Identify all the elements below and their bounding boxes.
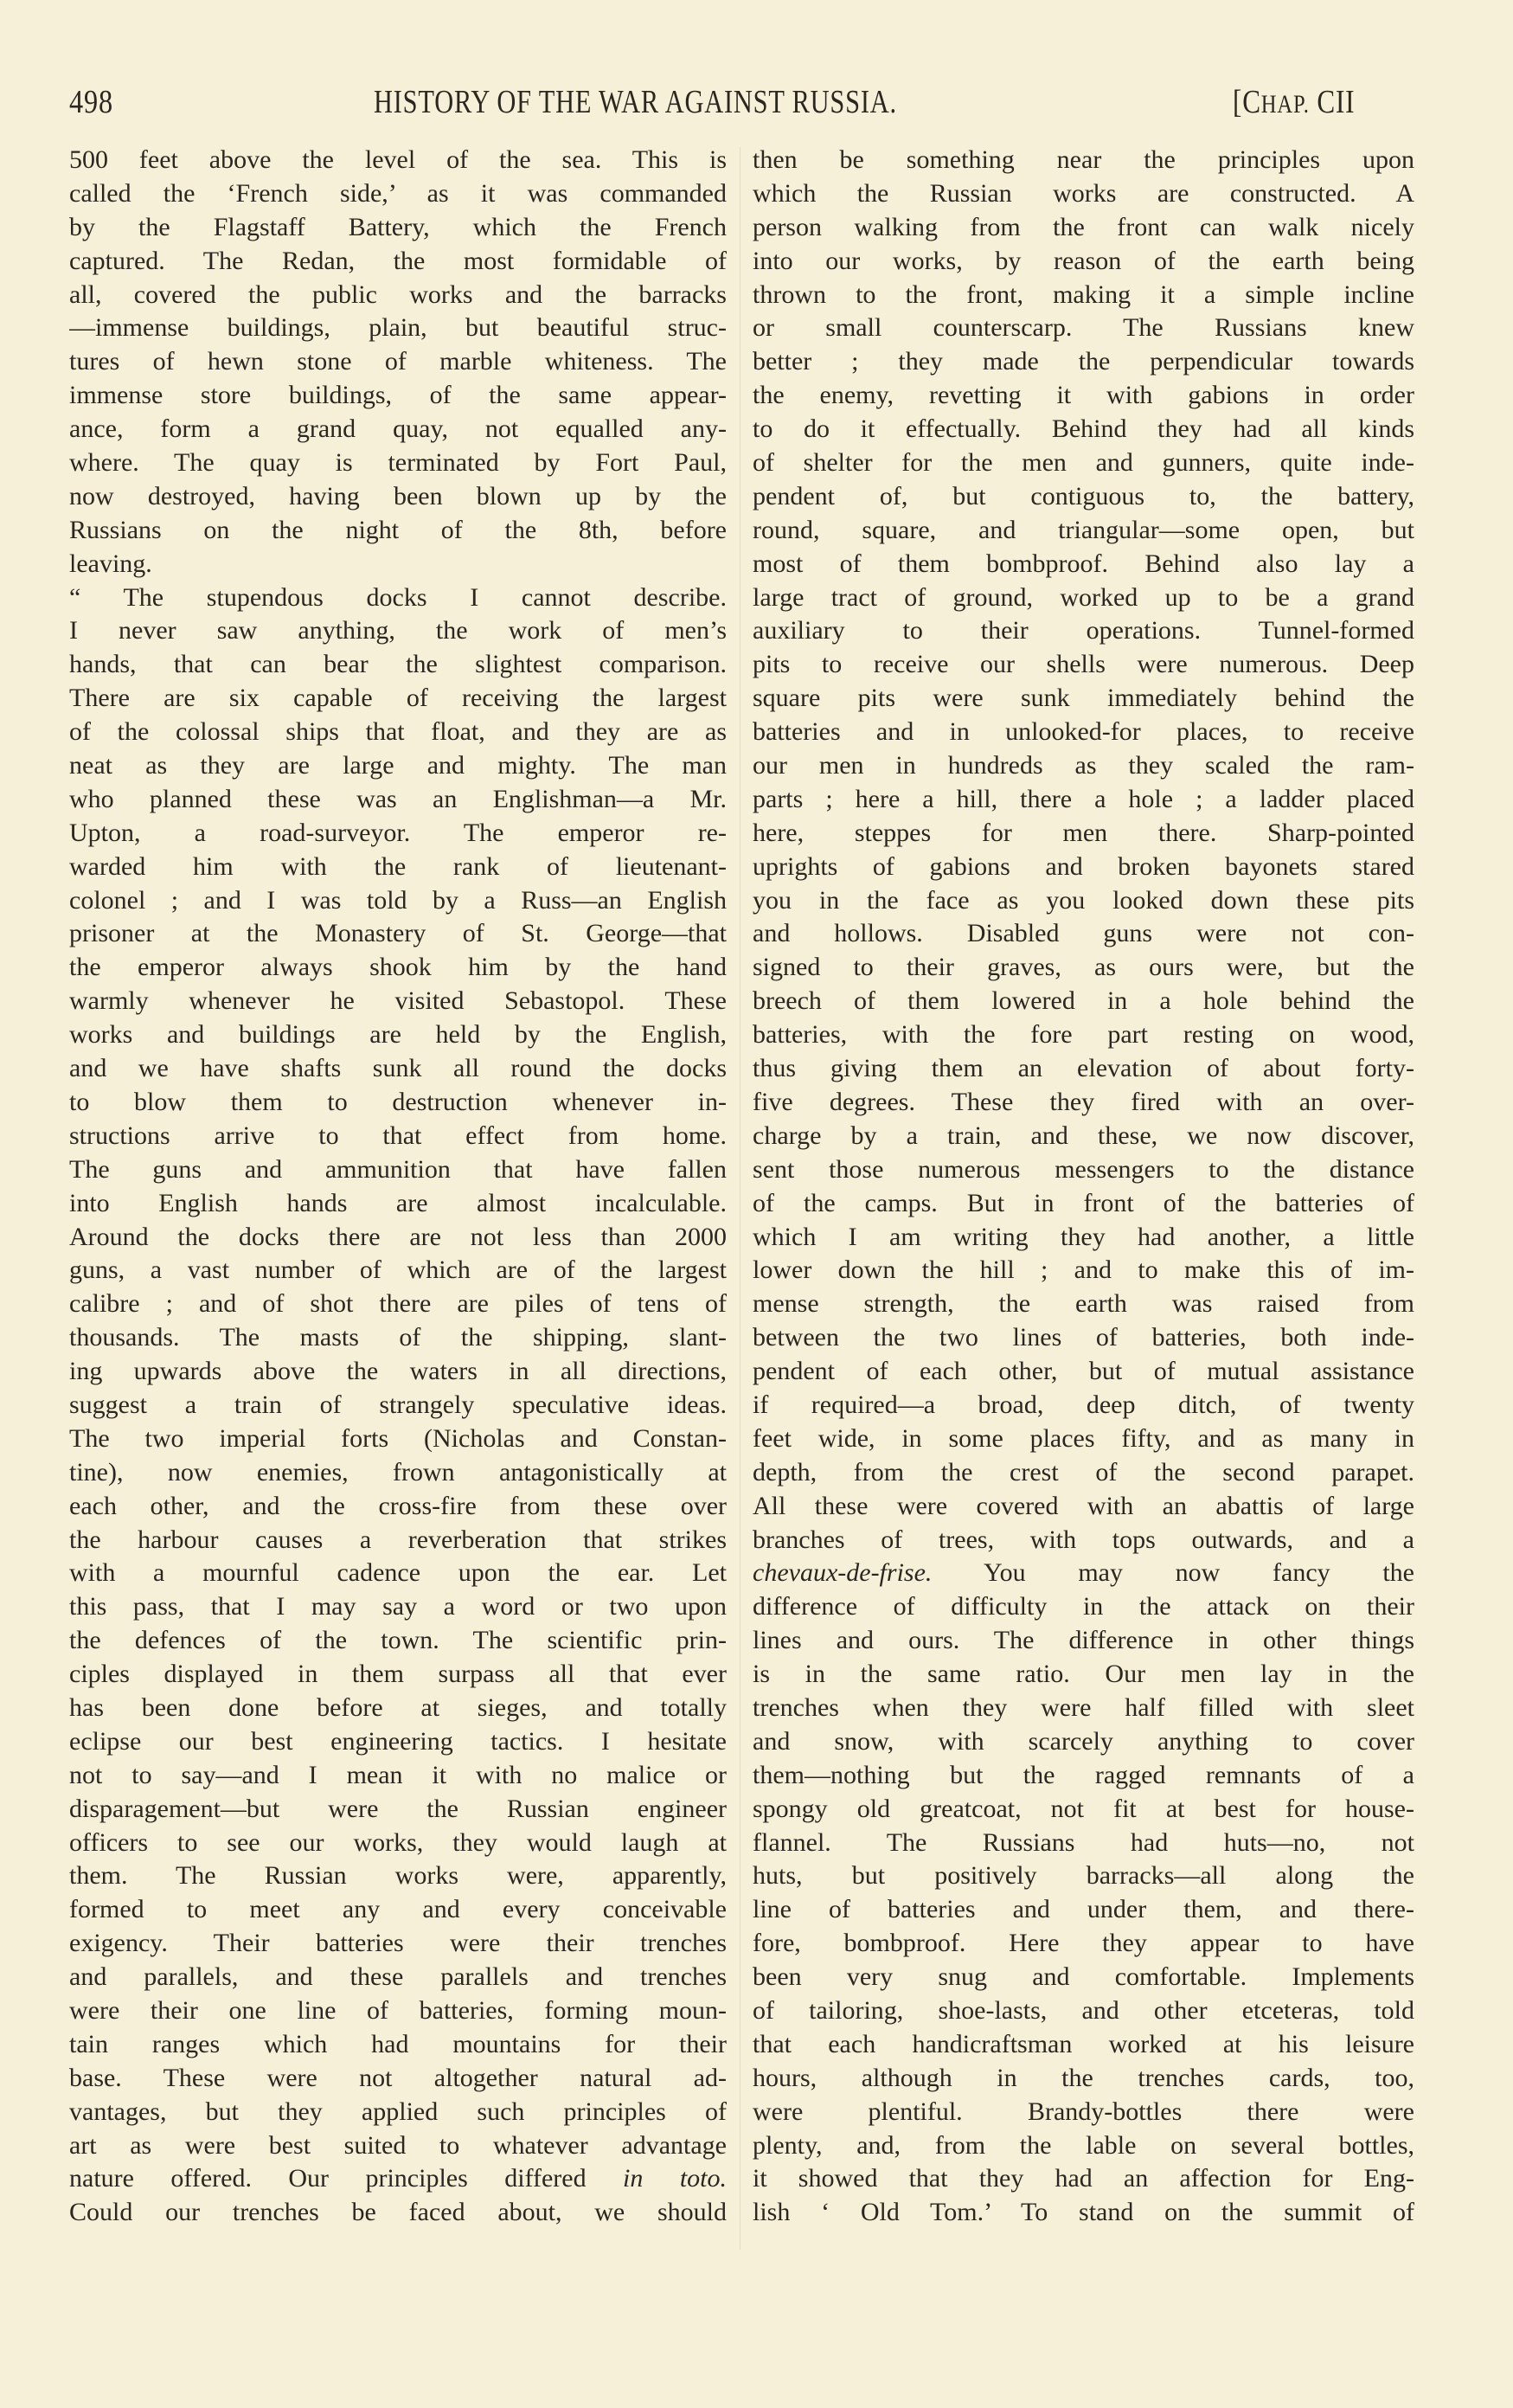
text-line: which I am writing they had another, a little	[753, 1222, 1414, 1251]
right-column	[753, 144, 1414, 2230]
text-line: Around the docks there are not less than 2000	[69, 1222, 727, 1251]
page-number: 498	[69, 84, 113, 120]
text-line: warded him with the rank of lieutenant-	[69, 851, 727, 881]
text-line: this pass, that I may say a word or two upon	[69, 1592, 727, 1621]
text-line: signed to their graves, as ours were, but the	[753, 953, 1414, 982]
text-line: batteries, with the fore part resting on wood,	[753, 1020, 1414, 1050]
text-line: most of them bombproof. Behind also lay a	[753, 549, 1414, 578]
text-line: now destroyed, having been blown up by the	[69, 481, 727, 510]
text-line: branches of trees, with tops outwards, and a	[753, 1525, 1414, 1554]
text-line: huts, but positively barracks—all along the	[753, 1861, 1414, 1891]
text-line: Upton, a road-surveyor. The emperor re-	[69, 818, 727, 847]
text-line: mense strength, the earth was raised from	[753, 1289, 1414, 1319]
text-line: officers to see our works, they would laugh at	[69, 1827, 727, 1857]
text-line: difference of difficulty in the attack on their	[753, 1592, 1414, 1621]
text-line: has been done before at sieges, and totally	[69, 1692, 727, 1722]
text-line: here, steppes for men there. Sharp-pointed	[753, 818, 1414, 847]
text-line: lines and ours. The difference in other things	[753, 1626, 1414, 1655]
text-line: called the ‘French side,’ as it was commanded	[69, 178, 727, 208]
text-line: hours, although in the trenches cards, too,	[753, 2063, 1414, 2092]
text-line: into English hands are almost incalculable.	[69, 1188, 727, 1217]
text-line: is in the same ratio. Our men lay in the	[753, 1660, 1414, 1689]
chapter-bracket: [C	[1233, 84, 1261, 120]
text-line: guns, a vast number of which are of the largest	[69, 1255, 727, 1285]
text-line: not to say—and I mean it with no malice or	[69, 1760, 727, 1789]
text-line: and we have shafts sunk all round the docks	[69, 1054, 727, 1083]
text-line: prisoner at the Monastery of St. George—that	[69, 919, 727, 948]
text-line: and parallels, and these parallels and trenches	[69, 1962, 727, 1992]
text-line: that each handicraftsman worked at his leisure	[753, 2029, 1414, 2058]
text-line: feet wide, in some places fifty, and as many in	[753, 1423, 1414, 1453]
line-text: nature offered. Our principles differed	[69, 2164, 624, 2193]
text-line: captured. The Redan, the most formidable of	[69, 246, 727, 275]
text-line: calibre ; and of shot there are piles of tens of	[69, 1289, 727, 1319]
text-line: to blow them to destruction whenever in-	[69, 1087, 727, 1116]
italic-text: in toto.	[623, 2164, 727, 2193]
text-line: and snow, with scarcely anything to cover	[753, 1726, 1414, 1756]
text-line: trenches when they were half filled with sleet	[753, 1692, 1414, 1722]
text-line: ance, form a grand quay, not equalled any-	[69, 414, 727, 444]
text-line: them—nothing but the ragged remnants of a	[753, 1760, 1414, 1789]
text-line: to do it effectually. Behind they had all kinds	[753, 414, 1414, 444]
text-line: who planned these was an Englishman—a Mr.	[69, 784, 727, 813]
text-line: ing upwards above the waters in all directions,	[69, 1357, 727, 1386]
text-line: lish ‘ Old Tom.’ To stand on the summit of	[753, 2198, 1414, 2227]
text-line: of the colossal ships that float, and they are as	[69, 717, 727, 747]
text-line: of shelter for the men and gunners, quite inde-	[753, 448, 1414, 478]
text-line: hands, that can bear the slightest comparison.	[69, 650, 727, 679]
text-line: were plentiful. Brandy-bottles there were	[753, 2097, 1414, 2126]
italic-text: chevaux-de-frise.	[753, 1558, 933, 1588]
text-line: Russians on the night of the 8th, before	[69, 515, 727, 544]
text-line	[753, 1557, 1414, 1590]
text-line: then be something near the principles upon	[753, 145, 1414, 174]
text-line: works and buildings are held by the English,	[69, 1020, 727, 1050]
text-line: charge by a train, and these, we now discover,	[753, 1121, 1414, 1150]
text-line: thousands. The masts of the shipping, slant-	[69, 1323, 727, 1352]
text-line: the emperor always shook him by the hand	[69, 953, 727, 982]
text-line: pendent of, but contiguous to, the battery,	[753, 481, 1414, 510]
text-line: The guns and ammunition that have fallen	[69, 1154, 727, 1184]
text-line: spongy old greatcoat, not fit at best for house-	[753, 1794, 1414, 1823]
text-line: the defences of the town. The scientific prin-	[69, 1626, 727, 1655]
text-line: warmly whenever he visited Sebastopol. These	[69, 986, 727, 1016]
text-line: breech of them lowered in a hole behind the	[753, 986, 1414, 1016]
text-line: colonel ; and I was told by a Russ—an English	[69, 885, 727, 915]
text-line: which the Russian works are constructed. A	[753, 178, 1414, 208]
left-column	[69, 144, 727, 2230]
text-line: the harbour causes a reverberation that strikes	[69, 1525, 727, 1554]
text-line: neat as they are large and mighty. The man	[69, 751, 727, 780]
text-line: batteries and in unlooked-for places, to receive	[753, 717, 1414, 747]
text-line: fore, bombproof. Here they appear to have	[753, 1929, 1414, 1958]
text-line: lower down the hill ; and to make this of im-	[753, 1255, 1414, 1285]
text-line: with a mournful cadence upon the ear. Let	[69, 1558, 727, 1588]
text-line: thus giving them an elevation of about forty-	[753, 1054, 1414, 1083]
text-line: or small counterscarp. The Russians knew	[753, 313, 1414, 343]
text-line: our men in hundreds as they scaled the ram-	[753, 751, 1414, 780]
text-line: auxiliary to their operations. Tunnel-formed	[753, 616, 1414, 645]
chapter-label	[1233, 83, 1355, 121]
text-line: structions arrive to that effect from home.	[69, 1121, 727, 1150]
text-line: —immense buildings, plain, but beautiful struc-	[69, 313, 727, 343]
text-line: into our works, by reason of the earth being	[753, 246, 1414, 275]
text-line: each other, and the cross-fire from these over	[69, 1491, 727, 1520]
text-line: the enemy, revetting it with gabions in order	[753, 381, 1414, 410]
text-line: round, square, and triangular—some open, but	[753, 515, 1414, 544]
text-line: There are six capable of receiving the largest	[69, 684, 727, 713]
text-line: All these were covered with an abattis of large	[753, 1491, 1414, 1520]
text-line: disparagement—but were the Russian engineer	[69, 1794, 727, 1823]
text-line: flannel. The Russians had huts—no, not	[753, 1827, 1414, 1857]
text-line: plenty, and, from the lable on several bottles,	[753, 2130, 1414, 2160]
text-line: large tract of ground, worked up to be a grand	[753, 582, 1414, 612]
text-line: line of batteries and under them, and there-	[753, 1895, 1414, 1924]
text-line: square pits were sunk immediately behind the	[753, 684, 1414, 713]
text-line: five degrees. These they fired with an over-	[753, 1087, 1414, 1116]
text-line: thrown to the front, making it a simple incline	[753, 279, 1414, 309]
text-line: vantages, but they applied such principles of	[69, 2097, 727, 2126]
text-line: tain ranges which had mountains for their	[69, 2029, 727, 2058]
text-line: tine), now enemies, frown antagonistically at	[69, 1457, 727, 1487]
text-line	[69, 548, 727, 581]
text-line: person walking from the front can walk nicely	[753, 212, 1414, 241]
text-line: where. The quay is terminated by Fort Paul,	[69, 448, 727, 478]
text-line	[69, 2162, 727, 2196]
text-line: uprights of gabions and broken bayonets stared	[753, 851, 1414, 881]
text-line: pits to receive our shells were numerous. Deep	[753, 650, 1414, 679]
text-line: 500 feet above the level of the sea. This is	[69, 145, 727, 174]
text-line: The two imperial forts (Nicholas and Constan-	[69, 1423, 727, 1453]
text-line: base. These were not altogether natural ad-	[69, 2063, 727, 2092]
text-line: suggest a train of strangely speculative ideas.	[69, 1390, 727, 1419]
line-text: You may now fancy the	[932, 1558, 1414, 1588]
text-line: all, covered the public works and the barracks	[69, 279, 727, 309]
running-title: HISTORY OF THE WAR AGAINST RUSSIA.	[374, 84, 897, 120]
chapter-smallcaps: HAP.	[1260, 90, 1310, 119]
text-line: I never saw anything, the work of men’s	[69, 616, 727, 645]
line-text: leaving.	[69, 549, 152, 578]
text-line: exigency. Their batteries were their trenches	[69, 1929, 727, 1958]
text-line: by the Flagstaff Battery, which the French	[69, 212, 727, 241]
text-line: were their one line of batteries, forming moun-	[69, 1995, 727, 2025]
text-line: formed to meet any and every conceivable	[69, 1895, 727, 1924]
text-line: eclipse our best engineering tactics. I hesitate	[69, 1726, 727, 1756]
text-line: of tailoring, shoe-lasts, and other etceteras, told	[753, 1995, 1414, 2025]
text-line: art as were best suited to whatever advantage	[69, 2130, 727, 2160]
text-line: them. The Russian works were, apparently,	[69, 1861, 727, 1891]
text-line: sent those numerous messengers to the distance	[753, 1154, 1414, 1184]
text-line: between the two lines of batteries, both inde-	[753, 1323, 1414, 1352]
text-line: “ The stupendous docks I cannot describe.	[69, 582, 727, 612]
text-line: Could our trenches be faced about, we should	[69, 2198, 727, 2227]
text-line: ciples displayed in them surpass all that ever	[69, 1660, 727, 1689]
text-line: depth, from the crest of the second parapet.	[753, 1457, 1414, 1487]
text-line: if required—a broad, deep ditch, of twenty	[753, 1390, 1414, 1419]
text-line: and hollows. Disabled guns were not con-	[753, 919, 1414, 948]
text-line: better ; they made the perpendicular towards	[753, 347, 1414, 376]
text-line: of the camps. But in front of the batteries of	[753, 1188, 1414, 1217]
text-line: parts ; here a hill, there a hole ; a ladder placed	[753, 784, 1414, 813]
text-line: tures of hewn stone of marble whiteness. The	[69, 347, 727, 376]
text-line: been very snug and comfortable. Implements	[753, 1962, 1414, 1992]
text-line: it showed that they had an affection for Eng-	[753, 2164, 1414, 2193]
text-line: immense store buildings, of the same appear-	[69, 381, 727, 410]
text-line: pendent of each other, but of mutual assistance	[753, 1357, 1414, 1386]
text-line: you in the face as you looked down these pits	[753, 885, 1414, 915]
chapter-numeral: CII	[1309, 84, 1356, 120]
